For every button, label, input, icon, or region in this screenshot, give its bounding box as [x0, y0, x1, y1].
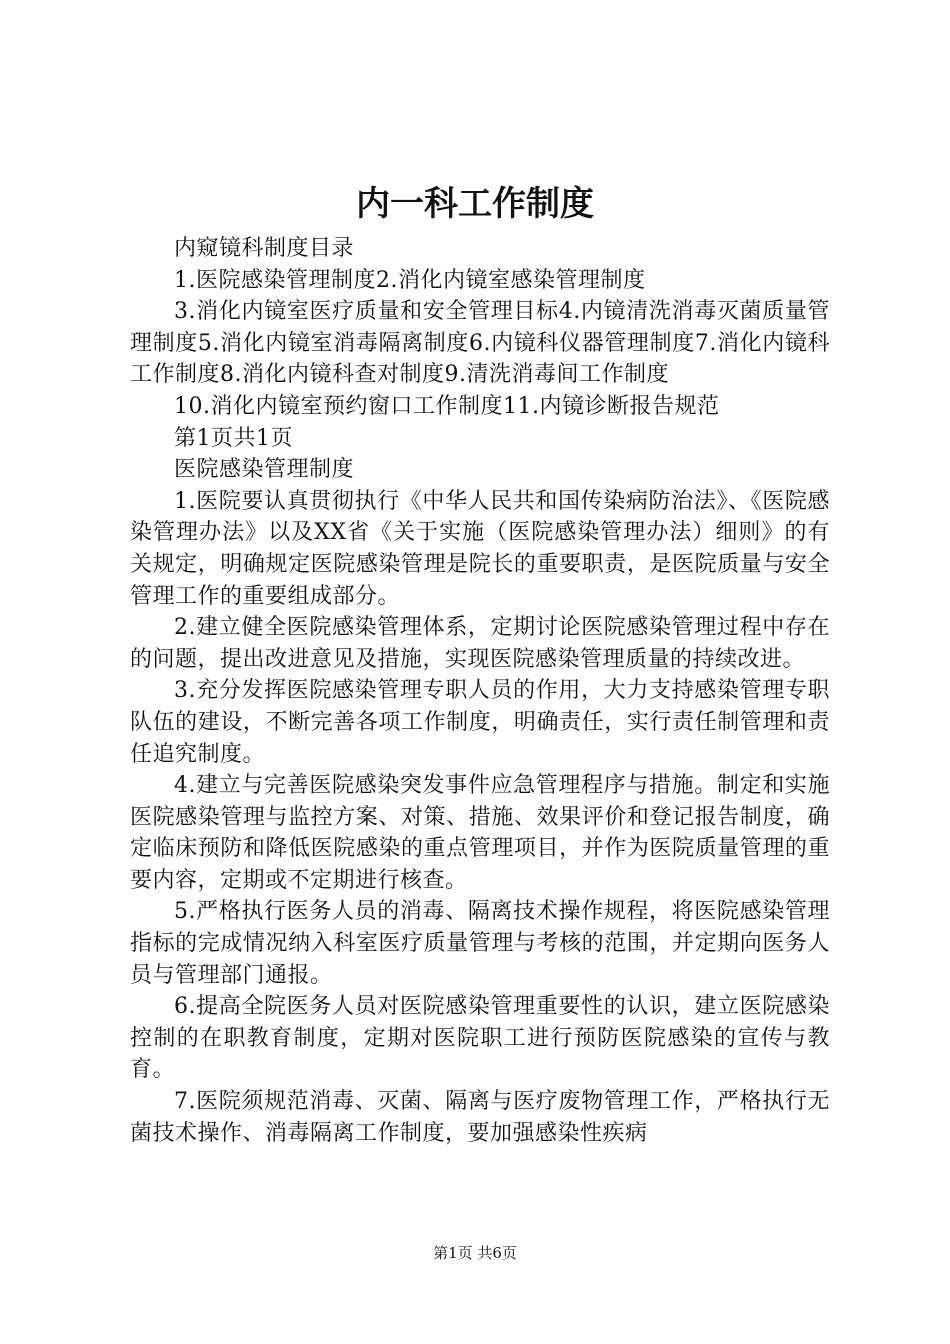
paragraph: 4.建立与完善医院感染突发事件应急管理程序与措施。制定和实施医院感染管理与监控方案、对策、措施、效果评价和登记报告制度，确定临床预防和降低医院感染的重点管理项目，并作为医院质量管理的重要内容，定期或不定期进行核查。	[130, 773, 830, 893]
paragraph: 3.消化内镜室医疗质量和安全管理目标4.内镜清洗消毒灭菌质量管理制度5.消化内镜室消毒隔离制度6.内镜科仪器管理制度7.消化内镜科工作制度8.消化内镜科查对制度9.清洗消毒间工作制度	[130, 299, 830, 388]
paragraph: 内窥镜科制度目录	[174, 236, 355, 261]
document-body	[130, 233, 830, 1149]
paragraph: 7.医院须规范消毒、灭菌、隔离与医疗废物管理工作，严格执行无菌技术操作、消毒隔离工作制度，要加强感染性疾病	[130, 1089, 830, 1146]
paragraph: 2.建立健全医院感染管理体系，定期讨论医院感染管理过程中存在的问题，提出改进意见及措施，实现医院感染管理质量的持续改进。	[130, 615, 830, 672]
paragraph: 6.提高全院医务人员对医院感染管理重要性的认识，建立医院感染控制的在职教育制度，定期对医院职工进行预防医院感染的宣传与教育。	[130, 994, 830, 1083]
paragraph: 3.充分发挥医院感染管理专职人员的作用，大力支持感染管理专职队伍的建设，不断完善各项工作制度，明确责任，实行责任制管理和责任追究制度。	[130, 678, 830, 767]
paragraph: 医院感染管理制度	[174, 457, 355, 483]
page-footer: 第1页 共6页	[433, 1244, 517, 1262]
paragraph: 5.严格执行医务人员的消毒、隔离技术操作规程，将医院感染管理指标的完成情况纳入科室医疗质量管理与考核的范围，并定期向医务人员与管理部门通报。	[130, 899, 830, 988]
paragraph: 1.医院感染管理制度2.消化内镜室感染管理制度	[174, 267, 646, 293]
paragraph: 第1页共1页	[174, 425, 293, 451]
document-title: 内一科工作制度	[356, 184, 594, 224]
paragraph: 1.医院要认真贯彻执行《中华人民共和国传染病防治法》、《医院感染管理办法》以及XX省《关于实施（医院感染管理办法）细则》的有关规定，明确规定医院感染管理是院长的重要职责，是医院质量与安全管理工作的重要组成部分。	[130, 488, 830, 609]
paragraph: 10.消化内镜室预约窗口工作制度11.内镜诊断报告规范	[174, 393, 720, 419]
